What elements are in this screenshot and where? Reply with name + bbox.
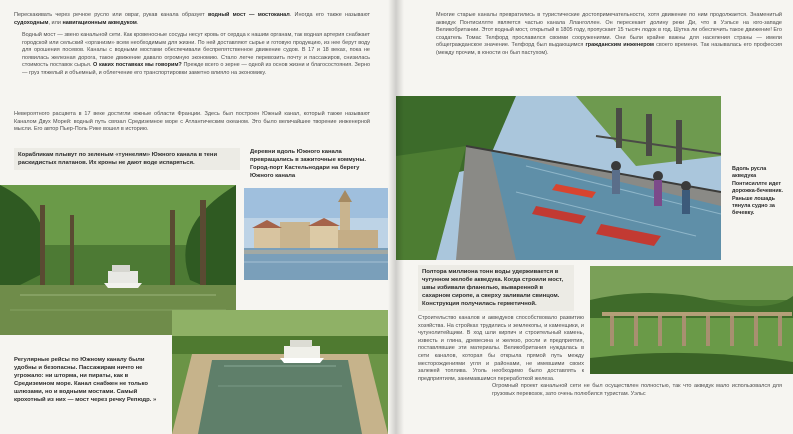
photo-village: [244, 188, 388, 280]
intro-paragraph-3: Невероятного расцвета в 17 веке достигли южные области Франции. Здесь был построен Южный канал, который также называют Каналом Двух Морей: водный путь связал Средиземное море с Атлантическим океаном. Это было величайшее творение инженерной мысли. Его автор Пьер-Поль Рике вошел в историю.: [14, 111, 370, 133]
left-page: [0, 0, 396, 434]
bottom-paragraph: Огромный проект канальной сети не был осуществлен полностью, так что акведук мало использовался для грузовых перевозок, зато очень полюбился туристам. Уэльс: [492, 383, 782, 397]
photo-aqueduct-canoes: [396, 96, 721, 260]
intro-paragraph-2: Водный мост — звено канальной сети. Как кровеносные сосуды несут кровь от сердца к нашим органам, так водная артерия снабжает городской или сельский «организм» всем необходимым для жизни. По ней доставляют сырье и готовую продукцию, из нее берут воду для орошения посевов. Каналы с водными мостами обеспечивали беспрепятственное движение судов. В 17 и 18 веках, пока не появилась железная дорога, такое движение давало огромную экономию. Стало легче перевозить почту и пассажиров, снизилась стоимость поставок сырья. О каких поставках мы говорим? Прежде всего о зерне — одной из основ жизни и благосостояния. Зерно — груз тяжелый и объемный, и облегчение его транспортировки заметно влияло на экономику.: [22, 32, 370, 76]
body-paragraph: Строительство каналов и акведуков способствовало развитию хозяйства. На стройках трудились и землекопы, и каменщики, и чугунолитейщики. В ход шли кирпич и строительный камень, известь и глина, древесина и железо, росли и предприятия, поставлявшие эти материалы. Великобритания нуждалась в сети каналов, которая бы открыла прямой путь между месторождениями угля и районами, не имевшими своих залежей топлива. Уголь необходимо было доставлять к предприятиям, занимавшимся переработкой железа.: [418, 315, 584, 382]
photo-aqueduct-valley: [590, 266, 793, 374]
caption-cruise: Регулярные рейсы по Южному каналу были удобны и безопасны. Пассажирам ничто не угрожало: ни шторма, ни пираты, как в Средиземном море. Канал снабжен не только шлюзами, но и водными мостами. Самый крохотный из них — мост через речку Репюдр. »: [14, 357, 157, 403]
caption-village: Деревни вдоль Южного канала превращались в зажиточные коммуны. Город-порт Кастельнодари на берегу Южного канала: [250, 149, 367, 179]
caption-towpath: Вдоль русла акведука Понтисиллте идет дорожка-бечевник. Раньше лошадь тянула судно за бечевку.: [732, 166, 783, 217]
intro-paragraph-1: Перескакивать через речное русло или овраг, рукав канала образует водный мост — мостоканал. Иногда его также называют судоходным, или навигационным акведуком.: [14, 12, 370, 26]
right-page: [396, 0, 793, 434]
caption-trees: Корабликам плывут по зеленым «туннелям» Южного канала в тени раскидистых платанов. Их кроны не дают воде испаряться.: [14, 148, 240, 170]
top-paragraph: Многие старые каналы превратились в туристические достопримечательности, хотя движение по ним продолжается. Знаменитый акведук Понтисиллте является частью канала Лланголлен. Он пересекает долину реки Ди, что в Уэльсе на юго-западе Великобритании. Этот водный мост, открытый в 1805 году, пропускает 15 тысяч лодок в год. Шутка ли обеспечить такое движение! Его создатель Томас Телфорд прославился своими сооружениями. Они были крайне важны для населения страны — имели общегражданское значение. Телфорд был выдающимся гражданским инженером своего времени. Так называлась его профессия (между прочим, в юности он был пастухом).: [436, 12, 782, 56]
photo-canal-boat: [172, 310, 388, 434]
caption-water: Полтора миллиона тонн воды удерживается в чугунном желобе акведука. Когда строили мост, швы избивали фланелью, вываренной в сахарном сиропе, а сверху заливали свинцом. Конструкция получилась герметичной.: [418, 265, 574, 311]
